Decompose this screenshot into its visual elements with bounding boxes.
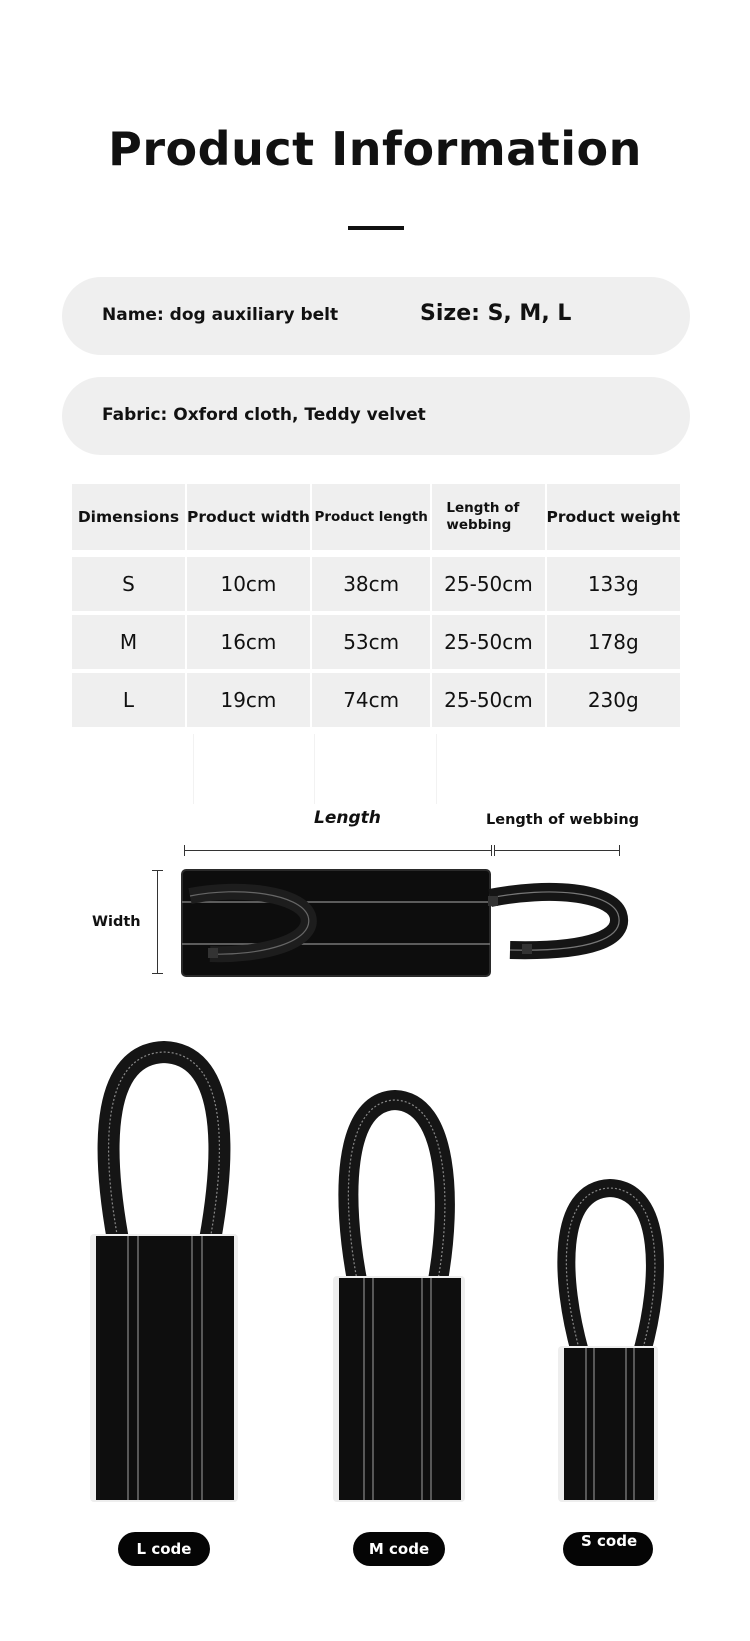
- cell-webbing: 25-50cm: [432, 557, 546, 615]
- product-name: Name: dog auxiliary belt: [102, 305, 339, 325]
- cell-weight: 230g: [547, 673, 680, 731]
- cell-webbing: 25-50cm: [432, 615, 546, 673]
- s-code-badge: S code: [563, 1532, 653, 1566]
- length-dimension-line: [184, 850, 492, 851]
- cell-width: 10cm: [187, 557, 312, 615]
- table-row: [72, 615, 680, 673]
- info-pill-fabric: [62, 377, 690, 455]
- table-header-row: [72, 484, 680, 550]
- header-webbing-length: Length of webbing: [432, 484, 546, 550]
- cell-weight: 178g: [547, 615, 680, 673]
- m-code-badge: M code: [353, 1532, 445, 1566]
- table-row: [72, 673, 680, 731]
- length-tick-right: [491, 845, 492, 856]
- header-product-weight: Product weight: [547, 484, 680, 550]
- cell-width: 16cm: [187, 615, 312, 673]
- cell-dimension: M: [72, 615, 187, 673]
- spec-table: [72, 484, 680, 731]
- webbing-tick-right: [619, 845, 620, 856]
- l-size-bag: [90, 1052, 238, 1502]
- info-pill-name-size: [62, 277, 690, 355]
- header-dimensions: Dimensions: [72, 484, 187, 550]
- bag-size-illustrations: [0, 1040, 750, 1530]
- webbing-length-label: Length of webbing: [486, 812, 640, 828]
- product-sizes: Size: S, M, L: [420, 301, 572, 326]
- table-row: [72, 557, 680, 615]
- cell-dimension: L: [72, 673, 187, 731]
- length-label: Length: [314, 808, 381, 828]
- cell-webbing: 25-50cm: [432, 673, 546, 731]
- table-guide-line: [193, 734, 194, 804]
- width-tick-top: [152, 870, 163, 871]
- webbing-dimension-line: [494, 850, 620, 851]
- width-dimension-line: [157, 870, 158, 974]
- s-size-bag: [558, 1188, 658, 1502]
- cell-width: 19cm: [187, 673, 312, 731]
- title-underline: [348, 226, 404, 230]
- m-size-bag: [333, 1100, 465, 1502]
- width-label: Width: [92, 914, 141, 930]
- width-tick-bottom: [152, 973, 163, 974]
- length-tick-left: [184, 845, 185, 856]
- table-guide-line: [436, 734, 437, 804]
- cell-length: 53cm: [312, 615, 432, 673]
- header-product-width: Product width: [187, 484, 312, 550]
- cell-dimension: S: [72, 557, 187, 615]
- webbing-tick-left: [494, 845, 495, 856]
- product-fabric: Fabric: Oxford cloth, Teddy velvet: [102, 405, 426, 425]
- header-product-length: Product length: [312, 484, 432, 550]
- l-code-badge: L code: [118, 1532, 210, 1566]
- table-guide-line: [314, 734, 315, 804]
- cell-length: 74cm: [312, 673, 432, 731]
- cell-length: 38cm: [312, 557, 432, 615]
- page-title: Product Information: [108, 122, 642, 176]
- belt-flat-illustration: [170, 866, 630, 986]
- cell-weight: 133g: [547, 557, 680, 615]
